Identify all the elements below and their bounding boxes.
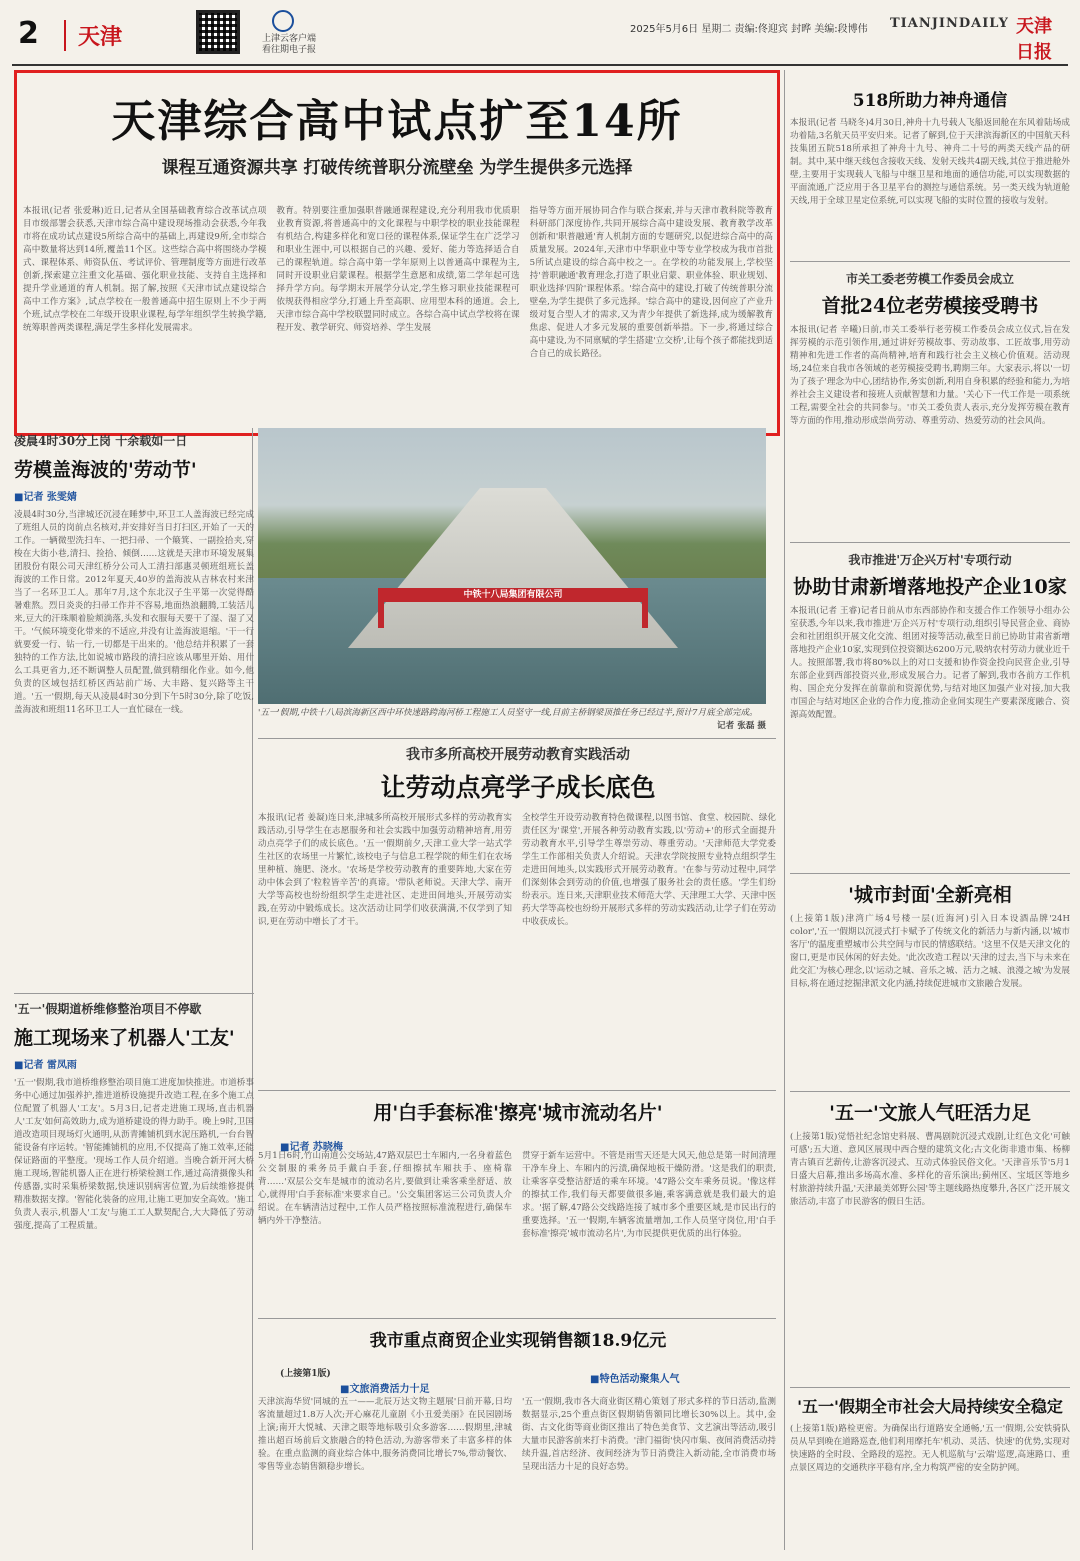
- divider: [790, 1387, 1070, 1388]
- brand-logo: 天津日报: [1016, 16, 1052, 63]
- article-sales-title[interactable]: 我市重点商贸企业实现销售额18.9亿元: [369, 1331, 667, 1351]
- article-robot-workers[interactable]: [14, 1000, 254, 1491]
- app-promo-line-2: 看往期电子报: [262, 45, 317, 55]
- article-robot-workers-body: '五一'假期,我市道桥维修整治项目施工进度加快推进。市道桥事务中心通过加强养护,推进道桥设施提升改造工程,在多个施工点位配置了机器人'工友'。5月3日,记者走进施工现场,直击机器人'工友'如何高效助力,成为道桥建设的得力助手。晚上9时,卫国道改造项目现场灯火通明,从沥青摊铺机到水泥压路机,一台台智能设备有序运转。'智能摊铺机的应用,不仅提高了施工效率,还能保证路面的平整度。'现场工作人员介绍道。当晚合新开河大桥施工现场,智能机器人正在进行桥梁检测工作,通过高清摄像头和传感器,实时采集桥梁数据,快速识别病害位置,为后续维修提供精准数据支撑。'智能化装备的应用,让施工更加安全高效。'施工负责人表示,机器人'工友'与施工工人默契配合,大大降低了劳动强度,提高了工程质量。: [14, 1078, 254, 1231]
- divider: [14, 993, 254, 994]
- article-sales-continuation: (上接第1版): [280, 1369, 331, 1379]
- article-safety-body: (上接第1版)路检更密。为确保出行道路安全通畅,'五一'假期,公安铁骑队员从早到晚在道路巡查,他们利用摩托车'机动、灵活、快速'的优势,实现对快速路的全时段、全路段的巡控。无人机巡航与'云端'巡逻,高速路口、重点景区周边的交通秩序平稳有序,全力构筑严密的安全防护网。: [790, 1424, 1070, 1473]
- app-promo-line-1: 上津云客户端: [262, 34, 317, 44]
- divider: [258, 738, 776, 739]
- article-gansu-kicker: 我市推进'万企兴万村'专项行动: [848, 553, 1012, 567]
- lead-body: [23, 205, 773, 430]
- article-sales-col-1: 天津滨海华贸'同城的五一——北辰万达文物主题展'日前开幕,日均客流量超过1.8万人次;开心麻花儿童剧《小丑爱美丽》在民园剧场上演;南开大悦城、天津之眼等地标吸引众多游客……假期里,津城推出超百场前后文旅融合的特色活动,为游客带来了丰富多样的体验。在重点监测的商业综合体中,服务消费同比增长7%,带动餐饮、零售等业态销售额稳步增长。: [258, 1397, 512, 1472]
- brand-english: TIANJINDAILY: [890, 16, 1009, 31]
- left-column: [14, 428, 254, 1491]
- photo-gantry-text: 中铁十八局集团有限公司: [463, 590, 563, 600]
- article-safety[interactable]: [790, 1394, 1070, 1533]
- date-editor-line: 2025年5月6日 星期二 责编:佟迎宾 封晔 美编:段博伟: [630, 24, 868, 35]
- photo-credit: 记者 张磊 摄: [717, 721, 766, 731]
- page-number: 2: [18, 16, 39, 51]
- article-gai-haibo-kicker: 凌晨4时30分上岗 十余载如一日: [14, 434, 188, 448]
- article-robot-workers-byline: ■记者 雷凤雨: [14, 1060, 77, 1071]
- article-labor-models-title: 首批24位老劳模接受聘书: [821, 295, 1039, 317]
- article-gai-haibo[interactable]: [14, 432, 254, 987]
- article-gansu-title: 协助甘肃新增落地投产企业10家: [793, 576, 1067, 598]
- article-518[interactable]: [790, 86, 1070, 255]
- article-518-title: 518所助力神舟通信: [852, 91, 1008, 111]
- article-sales-subhead-right: ■特色活动聚集人气: [590, 1374, 680, 1385]
- column-divider: [784, 70, 785, 1550]
- article-robot-workers-title: 施工现场来了机器人'工友': [14, 1027, 235, 1049]
- divider: [790, 1091, 1070, 1092]
- right-column: [790, 80, 1070, 1533]
- lead-article[interactable]: [14, 70, 780, 436]
- article-labor-models[interactable]: [790, 270, 1070, 536]
- app-promo[interactable]: [262, 34, 316, 56]
- article-white-gloves-col-1: 5月1日6时,竹山南道公交场站,47路双层巴士车厢内,一名身着蓝色公交制服的乘务员手戴白手套,仔细擦拭车厢扶手、座椅靠背……'双层公交车是城市的流动名片,要做到让乘客乘坐舒适、放心,就得用'白手套标准'来要求自己。'公交集团客运三公司负责人介绍说。在车辆清洁过程中,工作人员严格按照标准流程进行,确保车辆内外干净整洁。: [258, 1151, 512, 1226]
- divider: [258, 1090, 776, 1091]
- lead-col-1: 本报讯(记者 张爱琳)近日,记者从全国基础教育综合改革试点项目市级部署会获悉,天津市综合高中建设现场推动会获悉,今年我市将在成功试点建设5所综合高中的基础上,再建设9所,全市综合高中数量将达到14所,覆盖11个区。这些综合高中将围绕办学模式、课程体系、师资队伍、考试评价、管理制度等方面进行改革创新,探索建立注重文化基础、强化职业技能、支持自主选择和提升学业通道的育人机制。据了解,按照《天津市试点建设综合高中工作方案》,试点学校在一般普通高中招生原则上不少于两个班,试点学校在二年级开设职业课程,每学年组织学生转换学籍,统筹职普两类课程,满足学生多样化发展需求。: [23, 206, 267, 333]
- lead-subheadline: 课程互通资源共享 打破传统普职分流壁垒 为学生提供多元选择: [161, 158, 633, 178]
- qr-code-icon[interactable]: [196, 10, 240, 54]
- article-gai-haibo-body: 凌晨4时30分,当津城还沉浸在睡梦中,环卫工人盖海波已经完成了班组人员的岗前点名核对,并安排好当日打扫区,开始了一天的工作。一辆微型洗扫车、一把扫帚、一个簸箕、一副捡拾夹,穿梭在大街小巷,清扫、捡拾、倾倒……这就是天津市环境发展集团股份有限公司天津红桥分公司人工清扫部惠灵顿班组班长盖海波的工作日常。2012年夏天,40岁的盖海波从吉林农村来津当了一名环卫工人。那年7月,这个东北汉子生平第一次觉得酷暑难熬。烈日炎炎的扫帚工作并不容易,地面热浪翻腾,工装活儿来,豆大的汗珠顺着脸颊淌落,头发和衣服每天要干了湿、湿了又干。'气候环境变化带来的不适应,并没有让盖海波退缩。'干一行就要爱一行、钻一行,一切都是干出来的。'他总结并积累了一套独特的工作方法,比如说城市路段的清扫应该从哪里开始、用什么工具更省力,还不断调整人员配置,做到精细化作业。如今,他负责的区域包括红桥区西站前广场、大丰路、复兴路等主干道。'五一'假期,每天从凌晨4时30分到下午5时30分,除了吃饭,盖海波和班组11名环卫工人一直忙碌在一线。: [14, 510, 254, 715]
- photo-caption-text: '五一'假期,中铁十八局滨海新区西中环快速路跨海河桥工程施工人员坚守一线,目前主桥钢梁顶推任务已经过半,预计7月底全部完成。: [258, 708, 758, 718]
- article-gai-haibo-byline: ■记者 张雯婧: [14, 492, 77, 503]
- article-tourism-body: (上接第1版)觉悟社纪念馆史料展、曹禺剧院沉浸式戏剧,让红色文化'可触可感';五大道、意风区展现中西合璧的建筑文化;古文化街非遗市集、杨柳青古镇百艺薪传,让游客沉浸式、互动式体验民俗文化。'天津音乐节'5月1日盛大启幕,推出多场高水准、多样化的音乐演出;蓟州区、宝坻区等地乡村旅游持续升温,'天津最美郊野公园'等主题线路热度攀升,各区广泛开展文旅活动,丰富了市民游客的假日生活。: [790, 1132, 1070, 1207]
- app-logo-icon: [272, 10, 294, 32]
- article-labor-education-title[interactable]: 让劳动点亮学子成长底色: [380, 773, 656, 802]
- article-city-cover-body: (上接第1版)津湾广场4号楼一层(近海河)引入日本设酒品牌'24H color','五一'假期以沉浸式打卡赋予了传统文化的新活力与新内涵,以'城市客厅'的温度重塑城市公共空间与市民的情感联结。'这里不仅是天津文化的窗口,更是市民休闲的好去处。'此次改造工程以'天津的过去,当下与未来在此交汇'为核心理念,以'运动之城、音乐之城、活力之城、浪漫之城'为发展目标,将在通过挖掘津派文化内涵,持续促进城市文旅融合发展。: [790, 914, 1070, 989]
- article-gansu-body: 本报讯(记者 王睿)记者日前从市东西部协作和支援合作工作领导小组办公室获悉,今年以来,我市推进'万企兴万村'专项行动,组织引导民营企业、商协会和社团组织开展文化交流、组团对接等活动,截至日前已协助甘肃省新增落地投产企业10家,实现到位投资额达6200万元,吸纳农村劳动力就业近千人。按照部署,我市将80%以上的对口支援和协作资金投向民营企业,引导东部企业到西部投资兴业,形成发展合力。记者了解到,我市各前方工作机构、国企充分发挥在前靠前和资源优势,与结对地区加强产业对接,加大我市国企与结对地区企业的合作力度,推动企业间实现生产要素深度融合、资源高效配置。: [790, 606, 1070, 720]
- article-white-gloves-byline: ■记者 苏晓梅: [280, 1142, 343, 1153]
- article-white-gloves-title[interactable]: 用'白手套标准'擦亮'城市流动名片': [373, 1102, 663, 1124]
- divider: [258, 1318, 776, 1319]
- article-labor-education-body: [258, 812, 776, 1082]
- article-sales-subhead-left: ■文旅消费活力十足: [340, 1384, 430, 1395]
- article-labor-education-kicker: 我市多所高校开展劳动教育实践活动: [406, 747, 630, 763]
- article-labor-models-body: 本报讯(记者 辛曦)日前,市关工委举行老劳模工作委员会成立仪式,旨在发挥劳模的示范引领作用,通过讲好劳模故事、劳动故事、工匠故事,用劳动精神和先进工作者的高尚精神,培育和践行社会主义核心价值观。活动现场,24位来自我市各领域的老劳模接受聘书,聘期三年。大家表示,将以'一切为了孩子'理念为中心,团结协作,务实创新,利用自身积累的经验和能力,为培养社会主义建设者和接班人贡献智慧和力量。'关心下一代工作是一项系统工程,需要全社会的共同参与。'市关工委负责人表示,充分发挥劳模在教育等方面的作用,推动形成崇尚劳动、尊重劳动、热爱劳动的社会风尚。: [790, 325, 1070, 426]
- divider: [790, 542, 1070, 543]
- lead-headline: 天津综合高中试点扩至14所: [111, 96, 683, 147]
- article-tourism-title: '五一'文旅人气旺活力足: [829, 1102, 1031, 1124]
- masthead: [12, 6, 1068, 66]
- article-518-body: 本报讯(记者 马晓冬)4月30日,神舟十九号载人飞船返回舱在东风着陆场成功着陆,3名航天员平安归来。记者了解到,位于天津滨海新区的中国航天科技集团五院518所承担了神舟十九号、神舟二十号的两类天线产品的研制。其中,某中继天线包含接收天线、发射天线共4副天线,其位于推进舱外壁,主要用于实现载人飞船与中继卫星和地面的通信功能,可以实现数据的平面流通,广泛应用于各卫星平台的测控与通信系统。另一类天线为轨道舱天线,用于全球卫星定位系统,可以实现飞船的实时位置的接收与发射。: [790, 118, 1070, 206]
- section-name: 天津: [64, 20, 122, 51]
- article-labor-education-col-2: 全校学生开设劳动教育特色微课程,以图书馆、食堂、校园院、绿化责任区为'课堂',开展各种劳动教育实践,以'劳动+'的形式全面提升劳动教育水平,引导学生尊崇劳动、尊重劳动。'天津师范大学党委学生工作部相关负责人介绍说。天津农学院按照专业特点组织学生走进田间地头,以实践形式开展劳动教育。'在参与劳动过程中,同学们深刻体会到劳动的价值,也增强了服务社会的责任感。'学生们纷纷表示。连日来,天津职业技术师范大学、天津理工大学、天津中医药大学等高校也纷纷开展形式多样的劳动实践活动,让学子们在劳动中收获成长。: [522, 813, 776, 927]
- photo-caption: [258, 707, 766, 733]
- lead-col-3: 指导等方面开展协同合作与联合探索,并与天津市教科院等教育科研部门深度协作,共同开展综合高中建设发展、教育教学改革创新和'职普融通'育人机制方面的专题研究,以促进综合高中的高质量发展。2024年,天津市中华职业中等专业学校成为我市首批5所试点建设的综合高中校之一。在学校的功能发展上,学校坚持'普职融通'教育理念,打造了职业启蒙、职业体验、职业规划、职业选择'四阶'课程体系。'综合高中的建设,打破了传统普职分流壁垒,为学生提供了多元选择。'综合高中的建设,因何应了产业升级对复合型人才的需求,又为青少年提供了新选择,成为缓解教育焦虑、促进人才多元发展的重要创新举措。下一步,将通过综合高中建设,为不同禀赋的学生搭建'立交桥',让每个孩子都能找到适合自己的成长路径。: [529, 206, 773, 359]
- divider: [790, 873, 1070, 874]
- bridge-construction-photo[interactable]: [258, 428, 766, 704]
- article-white-gloves-col-2: 贯穿于新车运营中。不管是雨雪天还是大风天,他总是第一时间清理干净车身上、车厢内的污渍,确保地板干燥防滑。'这是我们的职责,让乘客享受整洁舒适的乘车环境。'47路公交车乘务员说。'像这样的擦拭工作,我们每天都要做很多遍,乘客满意就是我们最大的追求。'据了解,47路公交线路连接了城市多个重要区域,是市民出行的重要选择。'五一'假期,车辆客流量增加,工作人员坚守岗位,用'白手套标准'擦亮'城市流动名片',为市民提供更优质的出行体验。: [522, 1151, 776, 1239]
- article-labor-education-col-1: 本报讯(记者 姜凝)连日来,津城多所高校开展形式多样的劳动教育实践活动,引导学生在志愿服务和社会实践中加强劳动精神培育,用劳动点亮学子们的成长底色。'五一'假期前夕,天津工业大学一站式学生社区的农场里一片繁忙,该校电子与信息工程学院的师生们在农场里种植、施肥、浇水。'农场是学校劳动教育的重要阵地,大家在劳动中体会到了'粒粒皆辛苦'的真谛。'带队老师说。天津大学、南开大学等高校也纷纷组织学生走进社区、走进田间地头,开展劳动实践,在劳动中锻炼成长。这次活动让同学们收获满满,不仅学到了知识,更在劳动中增长了才干。: [258, 813, 512, 927]
- photo-gantry-sign: [378, 588, 648, 602]
- article-gansu[interactable]: [790, 551, 1070, 867]
- article-city-cover-title: '城市封面'全新亮相: [848, 884, 1012, 906]
- article-safety-title: '五一'假期全市社会大局持续安全稳定: [797, 1397, 1063, 1416]
- article-robot-workers-kicker: '五一'假期道桥维修整治项目不停歇: [14, 1002, 202, 1016]
- article-city-cover[interactable]: [790, 880, 1070, 1085]
- article-labor-models-kicker: 市关工委老劳模工作委员会成立: [845, 272, 1014, 286]
- article-gai-haibo-title: 劳模盖海波的'劳动节': [14, 459, 197, 481]
- article-sales-body: [258, 1396, 776, 1554]
- lead-col-2: 教育。特别要注重加强职普融通课程建设,充分利用我市优质职业教育资源,将普通高中的文化课程与中职学校的职业技能课程有机结合,构建多样化和宽口径的课程体系,保证学生在广泛学习和职业生涯中,可以根据自己的兴趣、爱好、能力等选择适合自己的课程轨道。综合高中第一学年原则上以普通高中课程为主,同时开设职业启蒙课程。根据学生意愿和成绩,第二学年起可选择升学方向。每学期末开展学分认定,学生修习职业技能课程可依规获得相应学分,打通上升至高职、应用型本科的通道。会上,天津市综合高中学校联盟同时成立。各综合高中试点学校将在课程开发、教学研究、师资培养、学生发展: [276, 206, 520, 333]
- divider: [790, 261, 1070, 262]
- article-sales-col-2: '五一'假期,我市各大商业街区精心策划了形式多样的节日活动,监测数据显示,25个重点街区假期销售额同比增长30%以上。其中,金街、古文化街等商业街区推出了特色美食节、文艺演出等活动,吸引大量市民游客前来打卡消费。'津门福街'快闪市集、夜间消费活动持续升温,首店经济、夜间经济为节日消费注入新动能,全市消费市场呈现出活力十足的良好态势。: [522, 1397, 776, 1472]
- article-white-gloves-body: [258, 1150, 776, 1310]
- article-tourism[interactable]: [790, 1098, 1070, 1381]
